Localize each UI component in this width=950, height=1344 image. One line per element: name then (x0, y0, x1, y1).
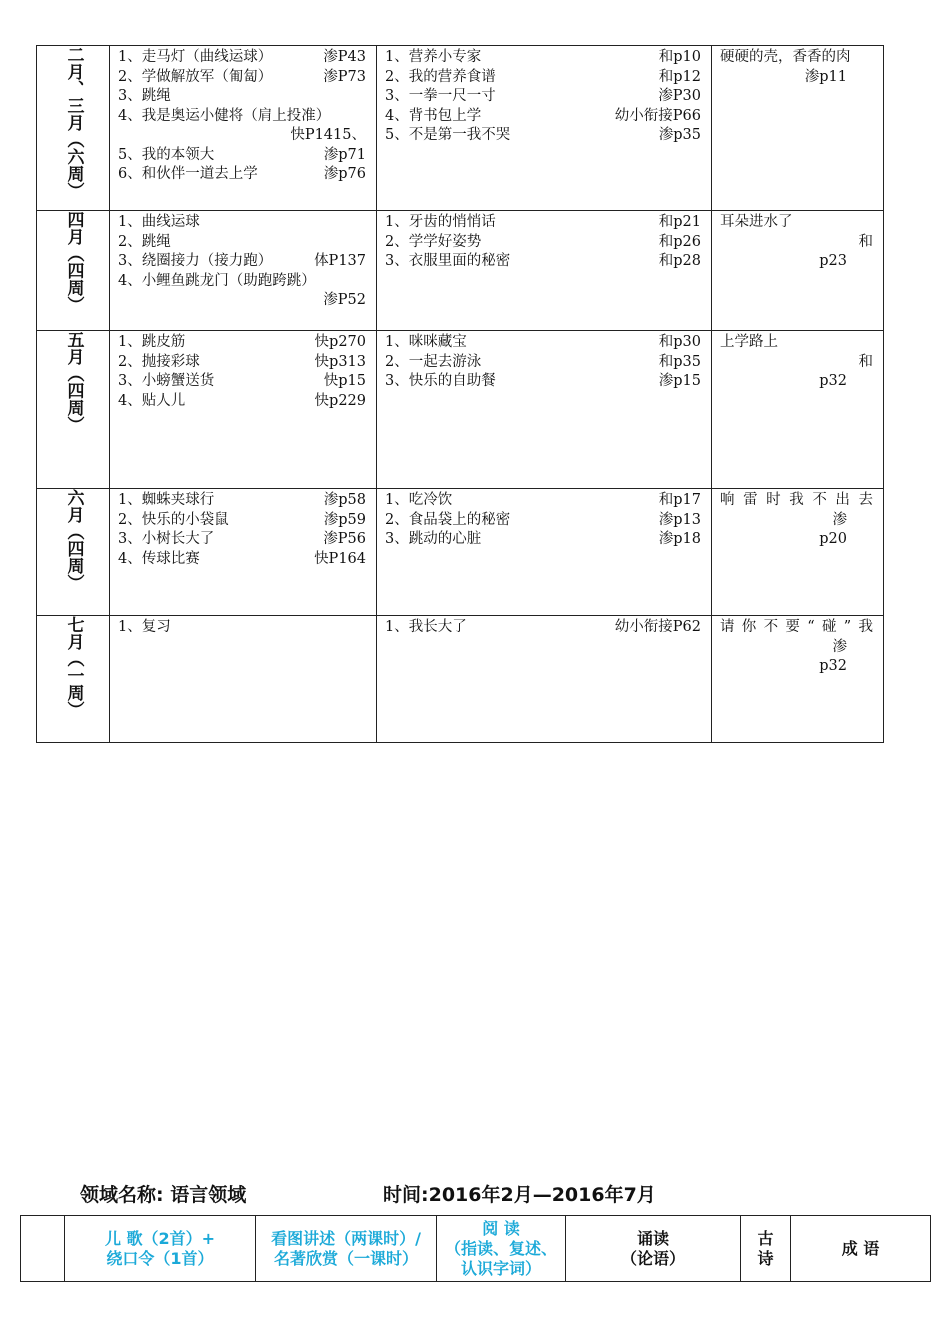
activity-title: 1、牙齿的悄悄话 (385, 214, 496, 230)
safety-activity-cell (712, 331, 884, 489)
activity-reference: 和p21 (658, 214, 701, 230)
schedule-row (37, 489, 884, 616)
activity-title: 2、学学好姿势 (385, 233, 482, 250)
health-activities-cell (377, 489, 712, 616)
activity-reference: 快p313 (314, 353, 366, 370)
activity-item (118, 68, 366, 88)
activity-item (118, 491, 366, 511)
sports-activities-cell (110, 331, 377, 489)
activity-title: 2、我的营养食谱 (385, 68, 496, 85)
activity-item (385, 372, 701, 392)
activity-item (385, 491, 701, 511)
month-cell (37, 489, 110, 616)
activity-reference: 渗P43 (323, 49, 366, 65)
activity-reference: 渗P73 (323, 68, 366, 85)
month-cell (37, 46, 110, 211)
activity-item (385, 87, 701, 107)
safety-activity-source: 渗 (832, 638, 847, 655)
safety-activity-source: 和 (858, 233, 873, 250)
activity-reference: 幼小衔接P62 (614, 619, 701, 635)
activity-title: 3、跳动的心脏 (385, 531, 482, 547)
safety-activity-source: 渗 (832, 511, 847, 528)
activity-title: 2、快乐的小袋鼠 (118, 511, 229, 528)
activity-item (118, 213, 366, 233)
activity-item (118, 353, 366, 373)
safety-activity-title: 耳朵进水了 (720, 214, 793, 230)
activity-reference: 快P1415、 (290, 127, 366, 143)
activity-item (385, 618, 701, 638)
activity-title: 2、跳绳 (118, 233, 171, 250)
activity-item (385, 68, 701, 88)
safety-activity-source: 和 (858, 353, 873, 370)
safety-activity-title: 响雷时我不出去 (720, 492, 873, 508)
activity-item (385, 126, 701, 146)
health-activities-cell (377, 46, 712, 211)
activity-item (118, 333, 366, 353)
activity-title: 5、我的本领大 (118, 146, 215, 163)
activity-reference: 和p10 (658, 49, 701, 65)
activity-title: 6、和伙伴一道去上学 (118, 166, 258, 182)
safety-activity-cell (712, 489, 884, 616)
activity-title: 2、一起去游泳 (385, 353, 482, 370)
health-activities-cell (377, 616, 712, 743)
activity-reference: 渗p18 (658, 531, 701, 547)
activity-item (385, 233, 701, 253)
lang-header-blank (21, 1216, 65, 1282)
month-cell (37, 616, 110, 743)
activity-item (385, 107, 701, 127)
activity-reference: 渗p35 (658, 127, 701, 143)
lang-header-picture-talk: 看图讲述（两课时）/ 名著欣赏（一课时） (256, 1216, 437, 1282)
schedule-row (37, 211, 884, 331)
safety-activity-page: p32 (819, 373, 847, 389)
activity-item (118, 48, 366, 68)
lang-header-recitation: 诵读 （论语） (566, 1216, 741, 1282)
month-label: 六月（四周） (63, 489, 84, 591)
sports-activities-cell (110, 46, 377, 211)
month-label: 二月、三月（六周） (63, 46, 84, 199)
activity-title: 1、吃冷饮 (385, 492, 453, 508)
activity-title: 2、食品袋上的秘密 (385, 511, 511, 528)
activity-item (118, 107, 366, 127)
activity-reference: 渗p59 (323, 511, 366, 528)
activity-title: 3、衣服里面的秘密 (385, 253, 511, 269)
activity-item (385, 353, 701, 373)
activity-item (118, 550, 366, 570)
activity-reference: 渗p71 (323, 146, 366, 163)
health-activities-cell (377, 331, 712, 489)
activity-title: 1、咪咪藏宝 (385, 334, 467, 350)
lang-header-ancient-poems: 古 诗 (741, 1216, 791, 1282)
activity-title: 2、抛接彩球 (118, 353, 200, 370)
health-activities-cell (377, 211, 712, 331)
activity-item (385, 530, 701, 550)
activity-title: 4、贴人儿 (118, 392, 186, 409)
sports-activities-cell (110, 211, 377, 331)
activity-title: 4、背书包上学 (385, 107, 482, 124)
safety-activity-title: 硬硬的壳，香香的肉 (720, 49, 851, 65)
activity-reference: 快P164 (314, 550, 366, 567)
month-label: 四月（四周） (63, 211, 84, 313)
language-header-row (21, 1216, 931, 1282)
month-cell (37, 331, 110, 489)
activity-title: 4、传球比赛 (118, 550, 200, 567)
activity-title: 1、复习 (118, 619, 171, 635)
activity-reference: 和p26 (658, 233, 701, 250)
activity-item (118, 511, 366, 531)
activity-reference: 渗P52 (323, 292, 366, 308)
activity-item (118, 233, 366, 253)
activity-title: 3、一拳一尺一寸 (385, 88, 496, 104)
language-domain-table (20, 1215, 931, 1282)
safety-activity-page: p32 (819, 658, 847, 674)
schedule-row (37, 46, 884, 211)
month-label: 七月（一周） (63, 616, 84, 718)
activity-item (385, 333, 701, 353)
activity-item (385, 511, 701, 531)
schedule-table (36, 45, 884, 743)
lang-header-nursery-rhymes: 儿 歌（2首）+ 绕口令（1首） (65, 1216, 256, 1282)
safety-activity-cell (712, 46, 884, 211)
activity-item (118, 530, 366, 550)
activity-reference: 快p15 (323, 373, 366, 389)
safety-activity-page: p23 (819, 253, 847, 269)
safety-activity-title: 上学路上 (720, 334, 778, 350)
activity-reference: 渗P30 (658, 88, 701, 104)
activity-title: 1、我长大了 (385, 619, 467, 635)
activity-item (385, 213, 701, 233)
activity-title: 1、走马灯（曲线运球） (118, 49, 273, 65)
activity-reference: 幼小衔接P66 (614, 107, 701, 124)
sports-activities-cell (110, 616, 377, 743)
schedule-row (37, 331, 884, 489)
activity-item (385, 48, 701, 68)
activity-title: 3、小螃蟹送货 (118, 373, 215, 389)
domain-heading: 领域名称: 语言领域 (80, 1184, 247, 1206)
activity-item (118, 87, 366, 107)
safety-activity-cell (712, 211, 884, 331)
activity-reference: 和p12 (658, 68, 701, 85)
activity-title: 4、小鲤鱼跳龙门（助跑跨跳） (118, 272, 316, 289)
activity-reference: 快p270 (314, 334, 366, 350)
activity-reference: 和p35 (658, 353, 701, 370)
activity-title: 4、我是奥运小健将（肩上投准） (118, 107, 331, 124)
lang-header-reading: 阅 读 （指读、复述、 认识字词） (437, 1216, 566, 1282)
safety-activity-title: 请你不要“碰”我 (720, 619, 873, 635)
activity-title: 5、不是第一我不哭 (385, 127, 511, 143)
activity-item (118, 372, 366, 392)
activity-reference: 渗p13 (658, 511, 701, 528)
activity-title: 3、跳绳 (118, 88, 171, 104)
safety-activity-cell (712, 616, 884, 743)
safety-activity-page: 渗p11 (804, 68, 847, 85)
activity-item (118, 272, 366, 292)
activity-title: 3、快乐的自助餐 (385, 373, 496, 389)
activity-reference: 和p17 (658, 492, 701, 508)
activity-item (118, 618, 366, 638)
activity-reference: 渗p15 (658, 373, 701, 389)
activity-reference: 和p30 (658, 334, 701, 350)
activity-item (118, 392, 366, 412)
activity-reference: 和p28 (658, 253, 701, 269)
activity-title: 1、蜘蛛夹球行 (118, 492, 215, 508)
sports-activities-cell (110, 489, 377, 616)
activity-item (118, 146, 366, 166)
activity-title: 3、小树长大了 (118, 531, 215, 547)
safety-activity-page: p20 (819, 531, 847, 547)
month-label: 五月（四周） (63, 331, 84, 433)
activity-reference: 快p229 (314, 392, 366, 409)
activity-reference: 渗p58 (323, 492, 366, 508)
activity-item (118, 165, 366, 185)
activity-item (385, 252, 701, 272)
time-heading: 时间:2016年2月—2016年7月 (383, 1184, 656, 1206)
lang-header-idioms: 成 语 (791, 1216, 931, 1282)
activity-title: 1、营养小专家 (385, 49, 482, 65)
activity-title: 2、学做解放军（匍匐） (118, 68, 273, 85)
activity-reference: 渗p76 (323, 166, 366, 182)
activity-reference: 体P137 (314, 253, 366, 269)
activity-title: 1、曲线运球 (118, 214, 200, 230)
schedule-row (37, 616, 884, 743)
activity-reference: 渗P56 (323, 531, 366, 547)
activity-item (118, 252, 366, 272)
activity-title: 3、绕圈接力（接力跑） (118, 253, 273, 269)
activity-title: 1、跳皮筋 (118, 334, 186, 350)
month-cell (37, 211, 110, 331)
